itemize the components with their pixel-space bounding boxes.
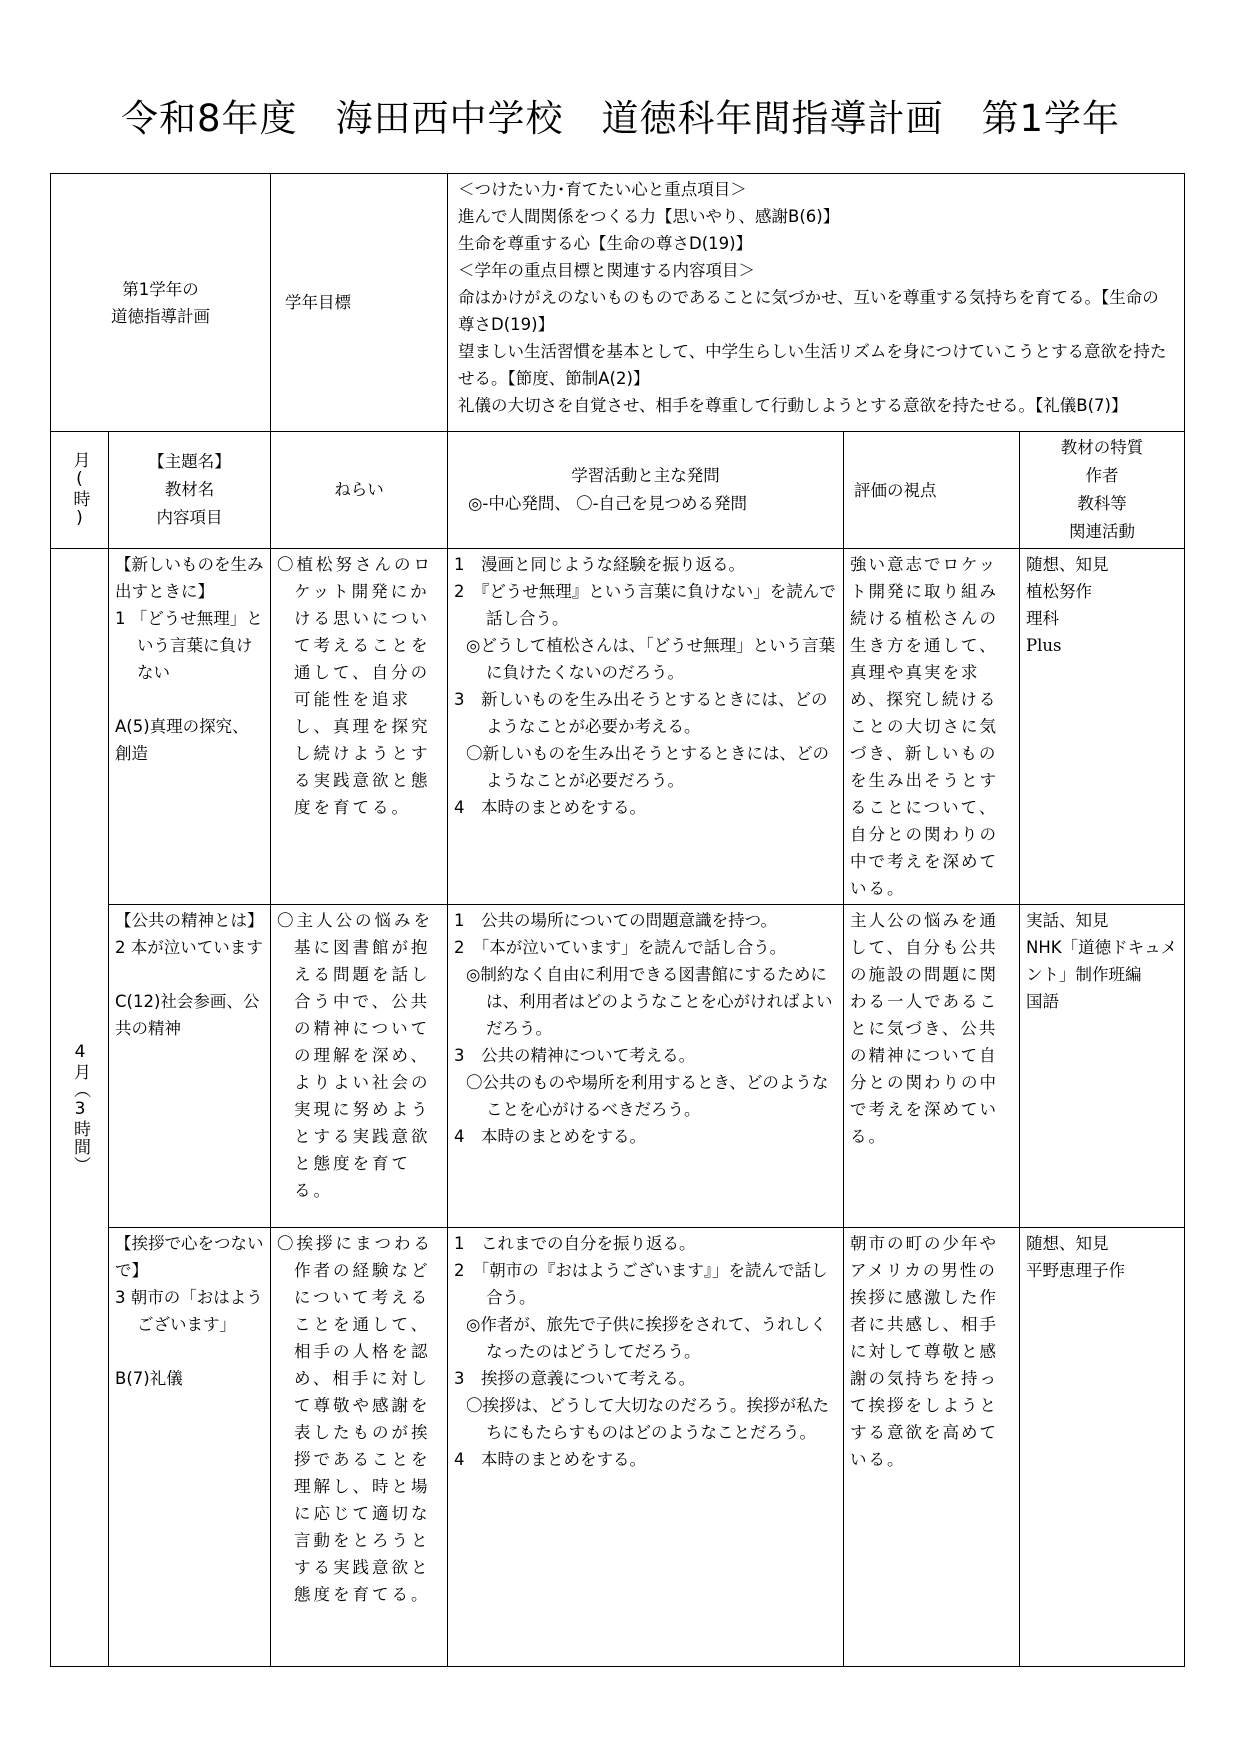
goal-line: 望ましい生活習慣を基本として、中学生らしい生活リズムを身につけていこうとする意欲を持たせる。【節度、節制A(2)】 <box>458 342 1167 388</box>
aim-cell <box>271 549 448 905</box>
activity-cell <box>448 905 844 1228</box>
material-line: 植松努作 <box>1026 582 1092 601</box>
aim-text: 〇挨拶にまつわる作者の経験などについて考えることを通して、相手の人格を認め、相手に対して尊敬や感謝を表したものが挨拶であることを理解し、時と場に応じて適切な言動をとろうとする実践意欲と態度を育てる。 <box>277 1234 433 1604</box>
activity-question: 〇新しいものを生み出そうとするときには、どのようなことが必要だろう。 <box>466 744 829 790</box>
activity-step: 2 『どうせ無理』という言葉に負けない」を読んで話し合う。 <box>454 582 836 628</box>
goal-label-cell <box>271 174 448 432</box>
eval-cell <box>844 1228 1020 1667</box>
col-material-1: 教材の特質 <box>1060 438 1144 457</box>
col-aim <box>271 432 448 549</box>
activity-step: 3 新しいものを生み出そうとするときには、どのようなことが必要か考える。 <box>454 690 828 736</box>
col-material <box>1020 432 1185 549</box>
aim-text: 〇植松努さんのロケット開発にかける思いについて考えることを通して、自分の可能性を追求し、真理を探究し続けようとする実践意欲と態度を育てる。 <box>277 555 433 817</box>
theme-cell <box>109 905 271 1228</box>
activity-cell <box>448 1228 844 1667</box>
goal-line: 進んで人間関係をつくる力【思いやり、感謝B(6)】 <box>458 207 840 226</box>
material-line: 平野恵理子作 <box>1026 1261 1125 1280</box>
goal-line: 命はかけがえのないものものであることに気づかせ、互いを尊重する気持ちを育てる。【生命の尊さD(19)】 <box>458 288 1159 334</box>
plan-table <box>50 173 1185 1667</box>
col-activity <box>448 432 844 549</box>
activity-step: 2 「朝市の『おはようございます』」を読んで話し合う。 <box>454 1261 828 1307</box>
goal-line: 礼儀の大切さを自覚させ、相手を尊重して行動しようとする意欲を持たせる。【礼儀B(7)】 <box>458 396 1128 415</box>
activity-step: 2 「本が泣いています」を読んで話し合う。 <box>454 938 787 957</box>
theme-name: 【挨拶で心をつないで】 <box>115 1234 264 1280</box>
aim-cell <box>271 1228 448 1667</box>
material-title: 3 朝市の「おはようございます」 <box>115 1288 263 1334</box>
activity-step: 1 これまでの自分を振り返る。 <box>454 1234 696 1253</box>
col-month-label: 月(時) <box>69 451 90 529</box>
col-theme <box>109 432 271 549</box>
material-line: 随想、知見 <box>1026 1234 1109 1253</box>
col-theme-3: 内容項目 <box>156 508 223 527</box>
activity-step: 1 漫画と同じような経験を振り返る。 <box>454 555 745 574</box>
eval-cell <box>844 905 1020 1228</box>
goal-line: ＜学年の重点目標と関連する内容項目＞ <box>458 261 755 280</box>
material-line: NHK「道徳ドキュメント」制作班編 <box>1026 938 1178 984</box>
table-row <box>51 549 1185 905</box>
material-line: 理科 <box>1026 609 1059 628</box>
col-theme-2: 教材名 <box>164 480 215 499</box>
col-eval <box>844 432 1020 549</box>
plan-label-2: 道徳指導計画 <box>111 306 210 326</box>
plan-label-1: 第1学年の <box>122 279 199 299</box>
col-month <box>51 432 109 549</box>
eval-cell <box>844 549 1020 905</box>
goal-label: 学年目標 <box>285 293 351 312</box>
col-theme-1: 【主題名】 <box>148 452 231 471</box>
col-material-4: 関連活動 <box>1069 522 1135 541</box>
col-material-2: 作者 <box>1085 466 1119 485</box>
eval-text: 強い意志でロケット開発に取り組み続ける植松さんの生き方を通して、真理や真実を求め、探究し続けることの大切さに気づき、新しいものを生み出そうとすることについて、自分との関わりの中で考えを深めている。 <box>850 555 998 898</box>
material-title: 1 「どうせ無理」という言葉に負けない <box>115 609 263 682</box>
material-line: Plus <box>1026 636 1062 655</box>
column-header-row <box>51 432 1185 549</box>
theme-name: 【新しいものを生み出すときに】 <box>115 555 264 601</box>
theme-cell <box>109 549 271 905</box>
activity-step: 4 本時のまとめをする。 <box>454 1127 646 1146</box>
goal-line: ＜つけたい力･育てたい心と重点項目＞ <box>458 180 747 199</box>
material-line: 実話、知見 <box>1026 911 1109 930</box>
table-row <box>51 1228 1185 1667</box>
content-item: A(5)真理の探究、創造 <box>115 717 249 763</box>
activity-step: 3 挨拶の意義について考える。 <box>454 1369 696 1388</box>
activity-question: 〇公共のものや場所を利用するとき、どのようなことを心がけるべきだろう。 <box>466 1073 829 1119</box>
activity-step: 1 公共の場所についての問題意識を持つ。 <box>454 911 778 930</box>
col-activity-2: ◎-中心発問、 〇-自己を見つめる発問 <box>468 494 748 513</box>
aim-text: 〇主人公の悩みを基に図書館が抱える問題を話し合う中で、公共の精神についての理解を深め、よりよい社会の実現に努めようとする実践意欲と態度を育てる。 <box>277 911 433 1200</box>
header-row <box>51 174 1185 432</box>
col-material-3: 教科等 <box>1077 494 1127 513</box>
table-row <box>51 905 1185 1228</box>
theme-name: 【公共の精神とは】 <box>115 911 264 930</box>
plan-label-cell <box>51 174 271 432</box>
eval-text: 朝市の町の少年やアメリカの男性の挨拶に感激した作者に共感し、相手に対して尊敬と感謝の気持ちを持って挨拶をしようとする意欲を高めている。 <box>850 1234 998 1469</box>
month-label: 4月（3時間） <box>70 1041 90 1174</box>
material-title: 2 本が泣いています <box>115 938 263 957</box>
col-eval-label: 評価の視点 <box>854 480 937 500</box>
activity-step: 4 本時のまとめをする。 <box>454 798 646 817</box>
activity-step: 4 本時のまとめをする。 <box>454 1450 646 1469</box>
activity-question: 〇挨拶は、どうして大切なのだろう。挨拶が私たちにもたらすものはどのようなことだろう。 <box>466 1396 829 1442</box>
content-item: B(7)礼儀 <box>115 1369 183 1388</box>
aim-cell <box>271 905 448 1228</box>
material-cell <box>1020 549 1185 905</box>
theme-cell <box>109 1228 271 1667</box>
activity-question: ◎どうして植松さんは、「どうせ無理」という言葉に負けたくないのだろう。 <box>466 636 836 682</box>
goal-cell <box>448 174 1185 432</box>
content-item: C(12)社会参画、公共の精神 <box>115 992 260 1038</box>
goal-line: 生命を尊重する心【生命の尊さD(19)】 <box>458 234 753 253</box>
activity-question: ◎作者が、旅先で子供に挨拶をされて、うれしくなったのはどうしてだろう。 <box>466 1315 827 1361</box>
activity-cell <box>448 549 844 905</box>
material-line: 随想、知見 <box>1026 555 1109 574</box>
material-line: 国語 <box>1026 992 1059 1011</box>
activity-question: ◎制約なく自由に利用できる図書館にするためには、利用者はどのようなことを心がければよいだろう。 <box>466 965 833 1038</box>
activity-step: 3 公共の精神について考える。 <box>454 1046 696 1065</box>
col-activity-1: 学習活動と主な発問 <box>571 466 720 485</box>
material-cell <box>1020 905 1185 1228</box>
material-cell <box>1020 1228 1185 1667</box>
col-aim-label: ねらい <box>334 480 384 499</box>
page-title: 令和8年度 海田西中学校 道徳科年間指導計画 第1学年 <box>120 97 1121 140</box>
eval-text: 主人公の悩みを通して、自分も公共の施設の問題に関わる一人であることに気づき、公共の精神について自分との関わりの中で考えを深めている。 <box>850 911 998 1146</box>
month-cell <box>51 549 109 1667</box>
